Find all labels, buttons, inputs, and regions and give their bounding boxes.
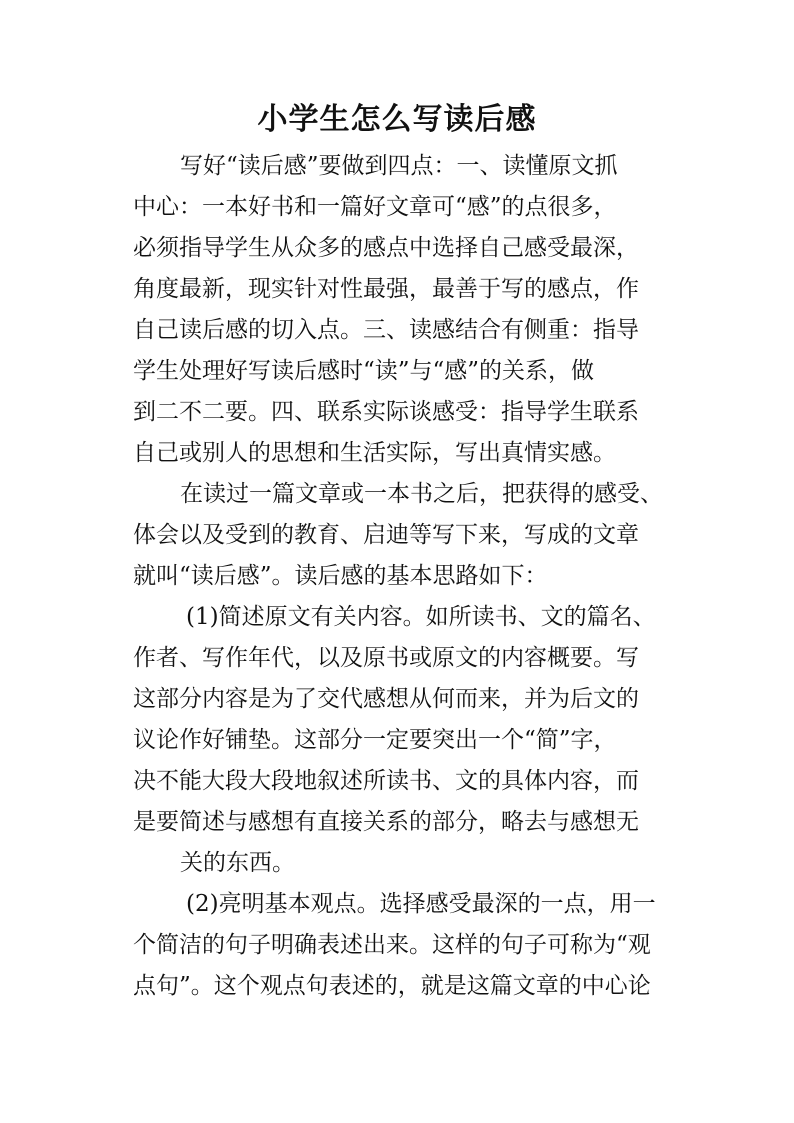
paragraph-line: 中心：一本好书和一篇好文章可“感”的点很多， [133, 194, 617, 220]
paragraph-line: 必须指导学生从众多的感点中选择自己感受最深， [133, 235, 639, 261]
paragraph-line: 到二不二要。四、联系实际谈感受：指导学生联系 [133, 399, 639, 425]
paragraph-line: 体会以及受到的教育、启迪等写下来，写成的文章 [133, 522, 639, 548]
paragraph-line: 这部分内容是为了交代感想从何而来，并为后文的 [133, 686, 639, 712]
paragraph-line: 作者、写作年代，以及原书或原文的内容概要。写 [133, 645, 639, 671]
paragraph-line: 关的东西。 [180, 850, 295, 876]
paragraph-line: 决不能大段大段地叙述所读书、文的具体内容，而 [133, 768, 639, 794]
paragraph-line: 角度最新，现实针对性最强，最善于写的感点，作 [133, 276, 639, 302]
document-title: 小学生怎么写读后感 [257, 102, 537, 137]
paragraph-line: 自己读后感的切入点。三、读感结合有侧重：指导 [133, 317, 639, 343]
paragraph-line: 就叫“读后感”。读后感的基本思路如下： [133, 563, 548, 589]
paragraph-line: 议论作好铺垫。这部分一定要突出一个“简”字， [133, 727, 617, 753]
paragraph-line: (2)亮明基本观点。选择感受最深的一点，用一 [186, 891, 656, 917]
paragraph-line: 写好“读后感”要做到四点：一、读懂原文抓 [180, 153, 618, 179]
paragraph-line: 是要简述与感想有直接关系的部分，略去与感想无 [133, 809, 639, 835]
paragraph-line: 个简洁的句子明确表述出来。这样的句子可称为“观 [133, 932, 651, 958]
paragraph-line: 在读过一篇文章或一本书之后，把获得的感受、 [180, 481, 663, 507]
paragraph-line: (1)简述原文有关内容。如所读书、文的篇名、 [186, 604, 656, 630]
paragraph-line: 学生处理好写读后感时“读”与“感”的关系，做 [133, 358, 595, 384]
paragraph-line: 点句”。这个观点句表述的，就是这篇文章的中心论 [133, 973, 651, 999]
paragraph-line: 自己或别人的思想和生活实际，写出真情实感。 [133, 440, 616, 466]
